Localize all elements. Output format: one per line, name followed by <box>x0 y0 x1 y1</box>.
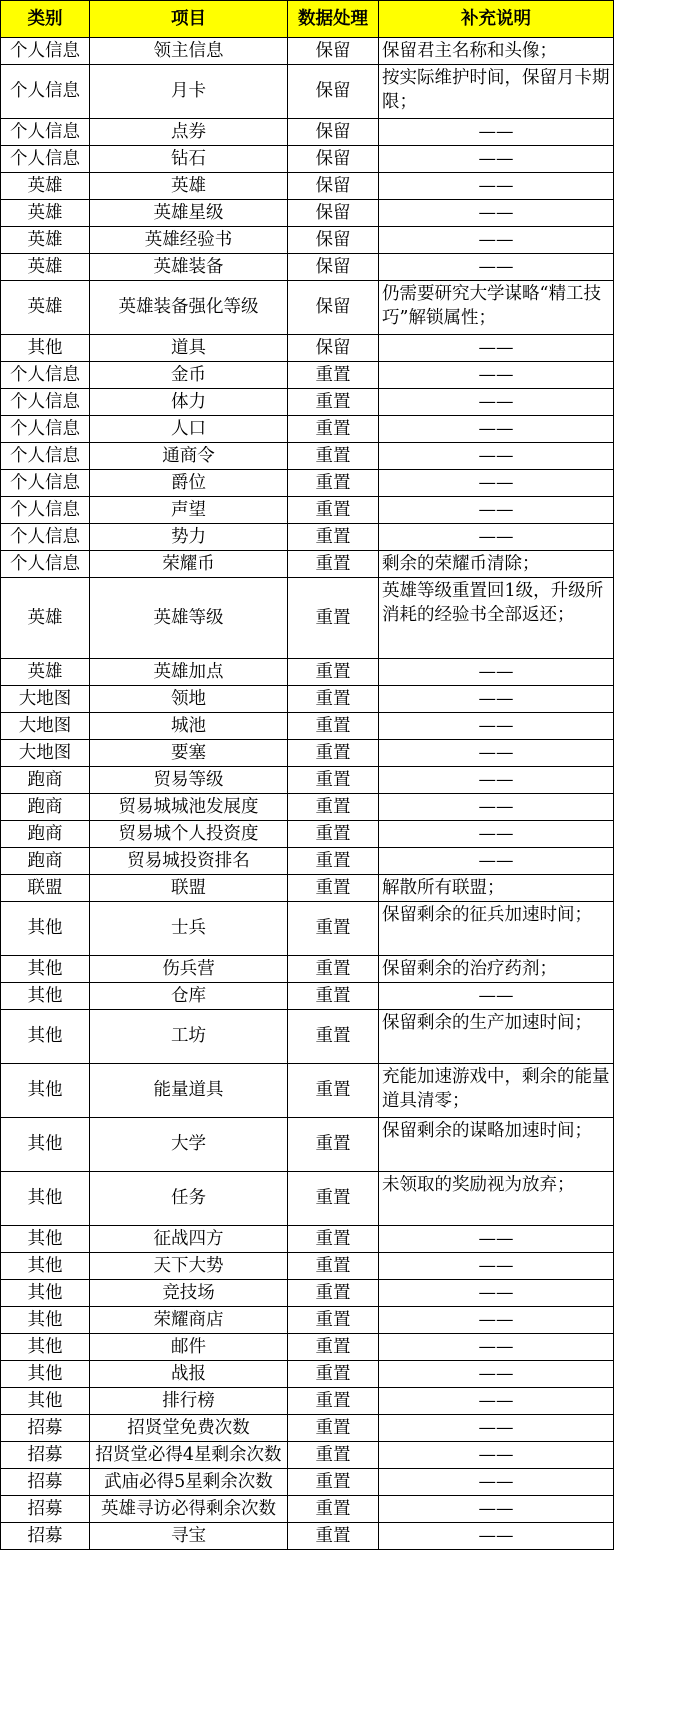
cell-note: —— <box>379 794 614 821</box>
cell-note: —— <box>379 416 614 443</box>
cell-item: 点券 <box>90 119 288 146</box>
cell-processing: 重置 <box>288 686 379 713</box>
cell-category: 大地图 <box>1 740 90 767</box>
cell-category: 个人信息 <box>1 416 90 443</box>
table-row <box>1 1253 614 1280</box>
table-row <box>1 1388 614 1415</box>
cell-category: 个人信息 <box>1 362 90 389</box>
header-item: 项目 <box>90 1 288 38</box>
cell-item: 联盟 <box>90 875 288 902</box>
table-row <box>1 1064 614 1118</box>
cell-item: 英雄等级 <box>90 578 288 659</box>
cell-note: —— <box>379 173 614 200</box>
cell-item: 要塞 <box>90 740 288 767</box>
cell-item: 英雄经验书 <box>90 227 288 254</box>
table-row <box>1 254 614 281</box>
cell-processing: 重置 <box>288 578 379 659</box>
cell-processing: 重置 <box>288 740 379 767</box>
cell-note: —— <box>379 1523 614 1550</box>
cell-item: 士兵 <box>90 902 288 956</box>
table-row <box>1 281 614 335</box>
cell-processing: 重置 <box>288 821 379 848</box>
table-row <box>1 686 614 713</box>
cell-item: 战报 <box>90 1361 288 1388</box>
table-row <box>1 335 614 362</box>
table-row <box>1 389 614 416</box>
cell-note: —— <box>379 119 614 146</box>
cell-item: 寻宝 <box>90 1523 288 1550</box>
cell-note: —— <box>379 1469 614 1496</box>
cell-category: 其他 <box>1 956 90 983</box>
cell-category: 个人信息 <box>1 146 90 173</box>
cell-note: —— <box>379 362 614 389</box>
cell-item: 英雄 <box>90 173 288 200</box>
cell-item: 领主信息 <box>90 38 288 65</box>
cell-item: 贸易城个人投资度 <box>90 821 288 848</box>
table-row <box>1 1010 614 1064</box>
cell-item: 月卡 <box>90 65 288 119</box>
cell-processing: 保留 <box>288 227 379 254</box>
cell-item: 城池 <box>90 713 288 740</box>
cell-item: 势力 <box>90 524 288 551</box>
cell-note: —— <box>379 200 614 227</box>
cell-processing: 重置 <box>288 902 379 956</box>
cell-note: 按实际维护时间，保留月卡期限； <box>379 65 614 119</box>
cell-category: 其他 <box>1 1118 90 1172</box>
cell-category: 个人信息 <box>1 470 90 497</box>
table-row <box>1 551 614 578</box>
cell-item: 英雄装备 <box>90 254 288 281</box>
cell-processing: 保留 <box>288 281 379 335</box>
cell-note: —— <box>379 713 614 740</box>
cell-processing: 重置 <box>288 497 379 524</box>
cell-item: 能量道具 <box>90 1064 288 1118</box>
cell-item: 招贤堂必得4星剩余次数 <box>90 1442 288 1469</box>
table-row <box>1 767 614 794</box>
cell-processing: 保留 <box>288 146 379 173</box>
cell-note: 解散所有联盟； <box>379 875 614 902</box>
cell-note: —— <box>379 227 614 254</box>
cell-category: 其他 <box>1 1307 90 1334</box>
table-row <box>1 1415 614 1442</box>
cell-category: 个人信息 <box>1 497 90 524</box>
cell-item: 伤兵营 <box>90 956 288 983</box>
table-row <box>1 146 614 173</box>
cell-item: 爵位 <box>90 470 288 497</box>
table-row <box>1 875 614 902</box>
cell-category: 其他 <box>1 1361 90 1388</box>
cell-processing: 重置 <box>288 470 379 497</box>
table-row <box>1 38 614 65</box>
table-row <box>1 740 614 767</box>
cell-category: 招募 <box>1 1415 90 1442</box>
cell-processing: 重置 <box>288 1388 379 1415</box>
header-processing: 数据处理 <box>288 1 379 38</box>
cell-note: 保留剩余的治疗药剂； <box>379 956 614 983</box>
cell-processing: 重置 <box>288 983 379 1010</box>
cell-note: —— <box>379 335 614 362</box>
table-row <box>1 362 614 389</box>
cell-note: 充能加速游戏中，剩余的能量道具清零； <box>379 1064 614 1118</box>
cell-category: 个人信息 <box>1 119 90 146</box>
cell-item: 工坊 <box>90 1010 288 1064</box>
cell-processing: 重置 <box>288 1469 379 1496</box>
cell-category: 招募 <box>1 1442 90 1469</box>
cell-item: 邮件 <box>90 1334 288 1361</box>
cell-processing: 重置 <box>288 1172 379 1226</box>
cell-category: 个人信息 <box>1 524 90 551</box>
cell-processing: 重置 <box>288 1118 379 1172</box>
cell-processing: 保留 <box>288 200 379 227</box>
table-row <box>1 794 614 821</box>
cell-category: 其他 <box>1 902 90 956</box>
table-row <box>1 1307 614 1334</box>
table-row <box>1 713 614 740</box>
table-row <box>1 821 614 848</box>
cell-item: 声望 <box>90 497 288 524</box>
cell-item: 贸易城城池发展度 <box>90 794 288 821</box>
cell-item: 人口 <box>90 416 288 443</box>
cell-item: 英雄加点 <box>90 659 288 686</box>
cell-category: 其他 <box>1 1334 90 1361</box>
cell-category: 个人信息 <box>1 443 90 470</box>
cell-category: 跑商 <box>1 848 90 875</box>
cell-item: 英雄星级 <box>90 200 288 227</box>
cell-item: 通商令 <box>90 443 288 470</box>
cell-item: 贸易等级 <box>90 767 288 794</box>
cell-note: —— <box>379 740 614 767</box>
table-row <box>1 848 614 875</box>
cell-processing: 重置 <box>288 524 379 551</box>
cell-note: 保留剩余的征兵加速时间； <box>379 902 614 956</box>
cell-processing: 重置 <box>288 659 379 686</box>
cell-category: 其他 <box>1 1388 90 1415</box>
cell-processing: 重置 <box>288 794 379 821</box>
cell-item: 领地 <box>90 686 288 713</box>
table-row <box>1 1361 614 1388</box>
cell-category: 英雄 <box>1 659 90 686</box>
cell-category: 联盟 <box>1 875 90 902</box>
cell-category: 个人信息 <box>1 551 90 578</box>
cell-category: 大地图 <box>1 713 90 740</box>
cell-item: 排行榜 <box>90 1388 288 1415</box>
cell-note: —— <box>379 146 614 173</box>
cell-processing: 保留 <box>288 38 379 65</box>
cell-category: 英雄 <box>1 227 90 254</box>
cell-category: 跑商 <box>1 821 90 848</box>
cell-note: —— <box>379 443 614 470</box>
table-row <box>1 1469 614 1496</box>
cell-processing: 保留 <box>288 335 379 362</box>
cell-category: 大地图 <box>1 686 90 713</box>
cell-note: —— <box>379 1280 614 1307</box>
table-row <box>1 470 614 497</box>
cell-note: —— <box>379 254 614 281</box>
table-row <box>1 1496 614 1523</box>
cell-processing: 重置 <box>288 443 379 470</box>
cell-category: 英雄 <box>1 200 90 227</box>
cell-processing: 重置 <box>288 389 379 416</box>
table-row <box>1 443 614 470</box>
cell-note: —— <box>379 1415 614 1442</box>
cell-category: 跑商 <box>1 767 90 794</box>
table-row <box>1 1118 614 1172</box>
cell-category: 英雄 <box>1 281 90 335</box>
table-row <box>1 416 614 443</box>
table-row <box>1 119 614 146</box>
table-row <box>1 983 614 1010</box>
cell-note: —— <box>379 848 614 875</box>
cell-processing: 重置 <box>288 767 379 794</box>
cell-item: 贸易城投资排名 <box>90 848 288 875</box>
cell-item: 体力 <box>90 389 288 416</box>
cell-item: 荣耀币 <box>90 551 288 578</box>
table-body <box>1 38 614 1550</box>
cell-processing: 保留 <box>288 65 379 119</box>
table-row <box>1 1523 614 1550</box>
table-row <box>1 1172 614 1226</box>
cell-processing: 保留 <box>288 119 379 146</box>
cell-item: 荣耀商店 <box>90 1307 288 1334</box>
table-row <box>1 227 614 254</box>
cell-note: —— <box>379 983 614 1010</box>
cell-item: 金币 <box>90 362 288 389</box>
cell-note: 保留剩余的谋略加速时间； <box>379 1118 614 1172</box>
cell-category: 其他 <box>1 983 90 1010</box>
cell-processing: 重置 <box>288 848 379 875</box>
cell-processing: 重置 <box>288 1064 379 1118</box>
cell-processing: 重置 <box>288 956 379 983</box>
cell-category: 个人信息 <box>1 38 90 65</box>
cell-processing: 重置 <box>288 416 379 443</box>
table-row <box>1 173 614 200</box>
cell-processing: 保留 <box>288 173 379 200</box>
cell-item: 天下大势 <box>90 1253 288 1280</box>
cell-category: 其他 <box>1 1064 90 1118</box>
cell-note: 英雄等级重置回1级，升级所消耗的经验书全部返还； <box>379 578 614 659</box>
cell-note: —— <box>379 497 614 524</box>
cell-note: 保留剩余的生产加速时间； <box>379 1010 614 1064</box>
table-row <box>1 200 614 227</box>
cell-category: 英雄 <box>1 578 90 659</box>
cell-category: 其他 <box>1 335 90 362</box>
cell-note: —— <box>379 686 614 713</box>
cell-category: 其他 <box>1 1172 90 1226</box>
cell-processing: 重置 <box>288 1280 379 1307</box>
cell-processing: 重置 <box>288 1523 379 1550</box>
cell-note: —— <box>379 524 614 551</box>
cell-item: 英雄寻访必得剩余次数 <box>90 1496 288 1523</box>
cell-category: 其他 <box>1 1280 90 1307</box>
table-row <box>1 1442 614 1469</box>
cell-note: —— <box>379 659 614 686</box>
cell-note: 未领取的奖励视为放弃； <box>379 1172 614 1226</box>
cell-category: 其他 <box>1 1010 90 1064</box>
cell-note: —— <box>379 1388 614 1415</box>
cell-processing: 重置 <box>288 1010 379 1064</box>
cell-note: —— <box>379 470 614 497</box>
table-header-row <box>1 1 614 38</box>
cell-category: 个人信息 <box>1 65 90 119</box>
table-row <box>1 1226 614 1253</box>
cell-category: 招募 <box>1 1496 90 1523</box>
table-row <box>1 902 614 956</box>
cell-item: 竞技场 <box>90 1280 288 1307</box>
cell-item: 钻石 <box>90 146 288 173</box>
cell-note: —— <box>379 389 614 416</box>
cell-category: 英雄 <box>1 173 90 200</box>
cell-processing: 重置 <box>288 1361 379 1388</box>
cell-category: 招募 <box>1 1523 90 1550</box>
cell-processing: 重置 <box>288 1415 379 1442</box>
cell-item: 征战四方 <box>90 1226 288 1253</box>
cell-note: 剩余的荣耀币清除； <box>379 551 614 578</box>
cell-note: —— <box>379 1226 614 1253</box>
cell-processing: 重置 <box>288 1307 379 1334</box>
cell-note: —— <box>379 1334 614 1361</box>
cell-note: —— <box>379 1253 614 1280</box>
cell-note: —— <box>379 767 614 794</box>
cell-item: 英雄装备强化等级 <box>90 281 288 335</box>
header-note: 补充说明 <box>379 1 614 38</box>
cell-item: 任务 <box>90 1172 288 1226</box>
table-row <box>1 65 614 119</box>
cell-item: 仓库 <box>90 983 288 1010</box>
cell-processing: 重置 <box>288 1253 379 1280</box>
cell-category: 其他 <box>1 1226 90 1253</box>
cell-processing: 重置 <box>288 713 379 740</box>
table-row <box>1 1334 614 1361</box>
table-row <box>1 524 614 551</box>
cell-note: —— <box>379 1307 614 1334</box>
cell-item: 招贤堂免费次数 <box>90 1415 288 1442</box>
table-row <box>1 578 614 659</box>
cell-note: —— <box>379 1496 614 1523</box>
cell-note: —— <box>379 1361 614 1388</box>
table-row <box>1 956 614 983</box>
cell-processing: 保留 <box>288 254 379 281</box>
cell-processing: 重置 <box>288 1226 379 1253</box>
cell-category: 招募 <box>1 1469 90 1496</box>
cell-category: 英雄 <box>1 254 90 281</box>
cell-note: 保留君主名称和头像； <box>379 38 614 65</box>
cell-processing: 重置 <box>288 551 379 578</box>
table-row <box>1 497 614 524</box>
cell-processing: 重置 <box>288 1442 379 1469</box>
table-row <box>1 659 614 686</box>
cell-processing: 重置 <box>288 1496 379 1523</box>
cell-processing: 重置 <box>288 362 379 389</box>
cell-item: 武庙必得5星剩余次数 <box>90 1469 288 1496</box>
cell-note: —— <box>379 821 614 848</box>
cell-processing: 重置 <box>288 875 379 902</box>
cell-note: —— <box>379 1442 614 1469</box>
table-row <box>1 1280 614 1307</box>
cell-note: 仍需要研究大学谋略“精工技巧”解锁属性； <box>379 281 614 335</box>
cell-category: 其他 <box>1 1253 90 1280</box>
cell-processing: 重置 <box>288 1334 379 1361</box>
cell-item: 道具 <box>90 335 288 362</box>
header-category: 类别 <box>1 1 90 38</box>
cell-item: 大学 <box>90 1118 288 1172</box>
cell-category: 跑商 <box>1 794 90 821</box>
cell-category: 个人信息 <box>1 389 90 416</box>
